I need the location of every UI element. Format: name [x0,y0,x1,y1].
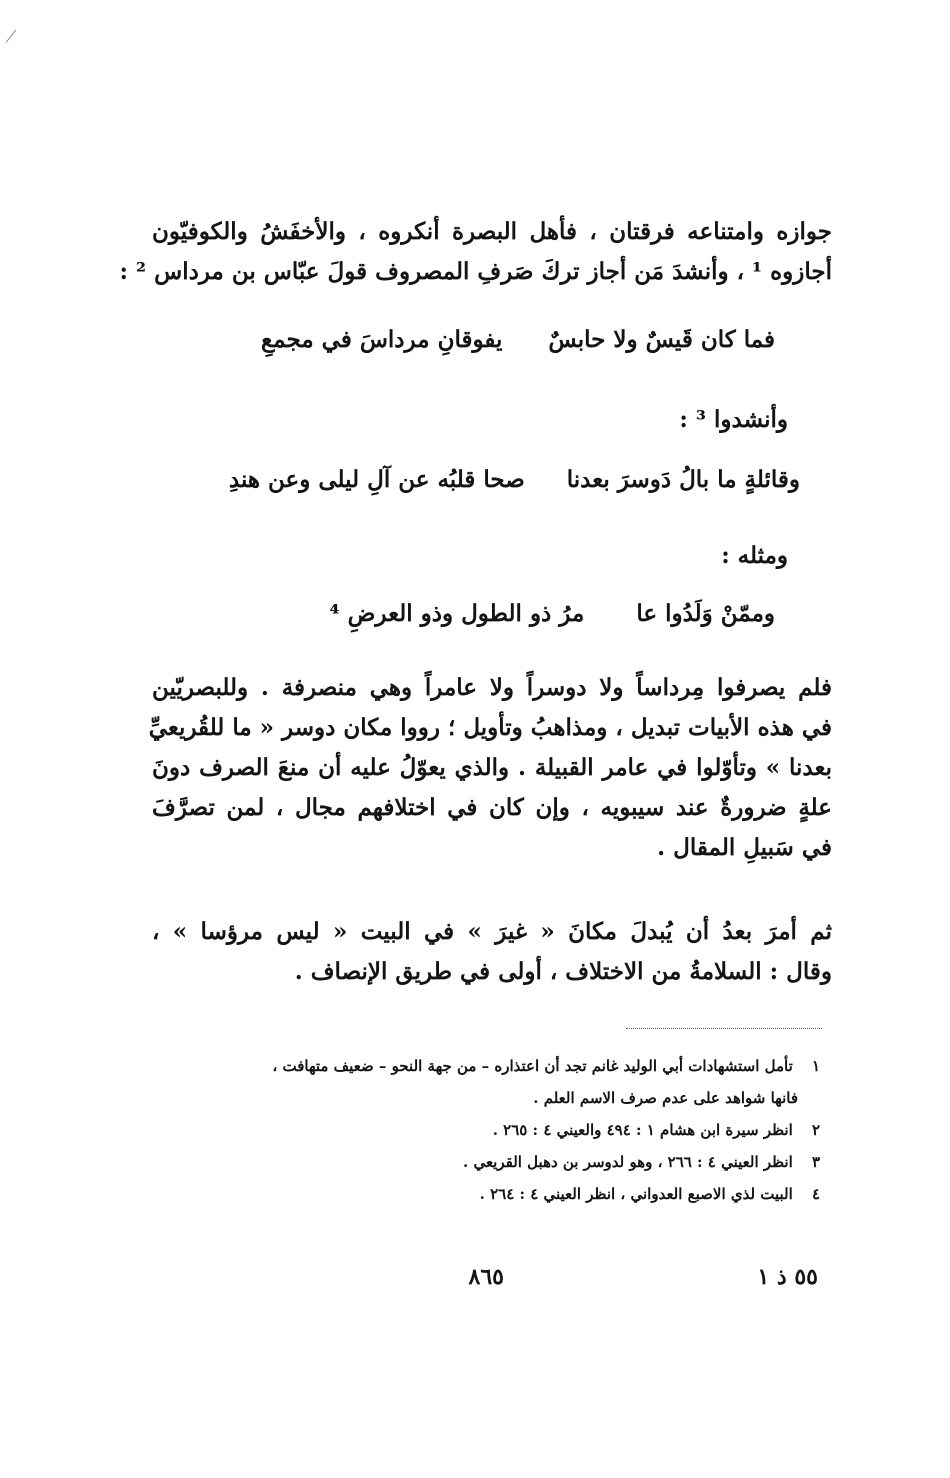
paragraph-1 [119,212,832,292]
verse-first-hemistich: فما كان قَيسٌ ولا حابسٌ [548,326,775,353]
footnote-1-continuation: فانها شواهد على عدم صرف الاسم العلم . [533,1089,798,1107]
section-label: وأنشدوا ³ : [679,406,788,433]
text-line: فلم يصرفوا مِرداساً ولا دوسراً ولا عامراً وهي منصرفة . وللبصريّين [152,674,832,701]
text-line: أجازوه ¹ ، وأنشدَ مَن أجاز تركَ صَرفِ المصروف قولَ عبّاس بن مرداس ² : [119,258,832,285]
signature-mark: ٥٥ ذ ١ [757,1264,818,1290]
footnote-number: ٢ [811,1121,820,1139]
verse-1 [261,320,775,360]
footnote-text: انظر العيني ٤ : ٢٦٦ ، وهو لدوسر بن دهبل القريعي . [463,1153,793,1171]
text-line: في سَبيلِ المقال . [657,834,832,861]
footnote-text: انظر سيرة ابن هشام ١ : ٤٩٤ والعيني ٤ : ٢٦٥ . [492,1121,793,1139]
text-line: وقال : السلامةُ من الاختلاف ، أولى في طريق الإنصاف . [294,958,832,985]
footnote-number: ١ [811,1057,820,1075]
paragraph-2 [148,668,832,868]
footnote-1 [160,1050,820,1082]
text-line: ثم أمرَ بعدُ أن يُبدلَ مكانَ « غيرَ » في البيت « ليس مرؤسا » ، [152,918,832,945]
verse-second-hemistich: مرُ ذو الطول وذو العرضِ ⁴ [329,600,585,627]
footnote-4 [160,1178,820,1210]
footnote-text: البيت لذي الاصبع العدواني ، انظر العيني ٤ : ٢٦٤ . [479,1185,793,1203]
text-line: بعدنا » وتأوّلوا في عامر القبيلة . والذي يعوّلُ عليه أن منعَ الصرف دونَ [152,754,832,781]
footnote-number: ٣ [811,1153,820,1171]
footnotes [160,1050,820,1210]
page-number: ٨٦٥ [468,1264,504,1290]
footnote-3 [160,1146,820,1178]
text-line: جوازه وامتناعه فرقتان ، فأهل البصرة أنكروه ، والأخفَشُ والكوفيّون [152,218,832,245]
verse-3 [330,594,775,634]
section-label: ومثله : [721,542,788,569]
verse-second-hemistich: يفوقانِ مرداسَ في مجمعِ [260,326,503,353]
verse-second-hemistich: صحا قلبُه عن آلِ ليلى وعن هندِ [228,466,525,493]
text-line: علةٍ ضرورةٌ عند سيبويه ، وإن كان في اختلافهم مجال ، لمن تصرَّفَ [152,794,832,821]
verse-first-hemistich: وممّنْ وَلَدُوا عا [636,600,775,627]
footnote-number: ٤ [811,1185,820,1203]
text-line: في هذه الأبيات تبديل ، ومذاهبُ وتأويل ؛ رووا مكان دوسر « ما للقُريعيِّ [148,714,832,741]
footnote-separator [626,1028,822,1029]
verse-2 [229,460,800,500]
verse-first-hemistich: وقائلةٍ ما بالُ دَوسرَ بعدنا [566,466,800,493]
paragraph-3 [152,912,832,992]
footnote-2 [160,1114,820,1146]
footnote-text: تأمل استشهادات أبي الوليد غانم تجد أن اعتذاره – من جهة النحو – ضعيف متهافت ، [272,1057,793,1075]
scan-mark [6,30,17,43]
